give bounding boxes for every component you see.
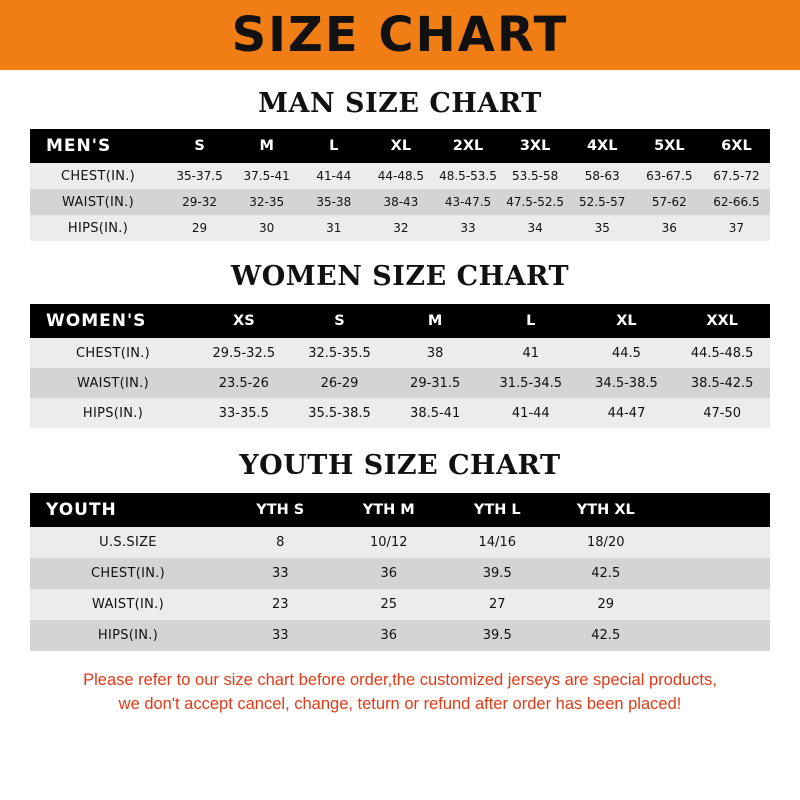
cell: 33 [271, 628, 289, 643]
table-row [30, 527, 770, 558]
cell: 67.5-72 [713, 169, 760, 183]
cell: 43-47.5 [444, 195, 492, 209]
cell: 35-37.5 [176, 169, 223, 183]
header-banner [0, 0, 800, 70]
header-corner-men: MEN'S [46, 136, 112, 156]
cell: 29.5-32.5 [212, 345, 276, 361]
table-header-row [30, 304, 770, 338]
header-corner-women: WOMEN'S [46, 311, 147, 331]
cell: 23 [271, 597, 289, 612]
table-row [30, 215, 770, 241]
cell: 8 [276, 535, 285, 550]
row-label-chest: CHEST(IN.) [75, 345, 151, 361]
footer-line-2: we don't accept cancel, change, teturn or refund after order has been placed! [118, 694, 682, 713]
cell: 35 [594, 221, 610, 235]
header-col-s: S [334, 313, 345, 329]
cell: 31.5-34.5 [499, 375, 563, 391]
header-col-4xl: 4XL [586, 138, 618, 154]
header-col-xxl: XXL [706, 313, 738, 329]
cell: 26-29 [320, 375, 359, 391]
cell: 35.5-38.5 [308, 405, 371, 421]
header-col-s: S [194, 138, 205, 154]
cell: 32.5-35.5 [308, 345, 371, 361]
section-title-women: WOMEN SIZE CHART [230, 261, 570, 292]
cell: 47-50 [703, 405, 742, 421]
header-col-2xl: 2XL [452, 138, 484, 154]
cell: 38.5-41 [410, 405, 461, 421]
table-man-header [30, 129, 770, 163]
table-row [30, 163, 770, 189]
table-row [30, 189, 770, 215]
cell: 29-32 [182, 195, 217, 209]
header-corner-youth: YOUTH [46, 500, 117, 520]
header-col-xs: XS [233, 313, 255, 329]
table-youth-body [30, 527, 770, 651]
cell: 41-44 [316, 169, 352, 183]
table-women-header [30, 304, 770, 338]
table-row [30, 620, 770, 651]
table-man-size [30, 129, 770, 241]
table-row [30, 338, 770, 368]
cell: 57-62 [651, 195, 687, 209]
cell-spacer [660, 620, 770, 651]
cell: 29-31.5 [410, 375, 461, 391]
cell-spacer [660, 589, 770, 620]
table-row [30, 368, 770, 398]
cell: 25 [380, 597, 398, 612]
header-col-xl: XL [390, 138, 412, 154]
cell: 37 [728, 221, 745, 235]
cell: 62-66.5 [713, 195, 760, 209]
cell: 29 [191, 221, 208, 235]
cell: 34.5-38.5 [595, 375, 658, 391]
header-col-m: M [259, 138, 274, 154]
cell: 18/20 [587, 535, 625, 550]
cell: 42.5 [591, 628, 621, 643]
cell: 38-43 [383, 195, 419, 209]
cell: 58-63 [584, 169, 620, 183]
cell: 32 [393, 221, 409, 235]
row-label-waist: WAIST(IN.) [62, 194, 134, 210]
cell: 41-44 [511, 405, 550, 421]
footer-disclaimer [20, 669, 780, 717]
cell: 44.5-48.5 [690, 345, 754, 361]
cell: 44.5 [611, 345, 641, 361]
cell: 23.5-26 [218, 375, 269, 391]
cell: 33 [271, 566, 289, 581]
row-label-hips: HIPS(IN.) [97, 628, 159, 643]
cell: 33-35.5 [218, 405, 269, 421]
cell: 36 [380, 566, 398, 581]
cell: 38 [426, 345, 444, 361]
header-col-m: M [427, 313, 443, 329]
header-col-3xl: 3XL [519, 138, 551, 154]
cell: 44-48.5 [377, 169, 425, 183]
cell: 38.5-42.5 [690, 375, 754, 391]
cell: 32-35 [249, 195, 285, 209]
cell: 36 [661, 221, 677, 235]
row-label-hips: HIPS(IN.) [67, 220, 129, 236]
table-row [30, 558, 770, 589]
section-title-man: MAN SIZE CHART [258, 88, 542, 119]
cell: 63-67.5 [646, 169, 693, 183]
table-youth-size [30, 493, 770, 651]
cell: 37.5-41 [243, 169, 290, 183]
cell: 48.5-53.5 [439, 169, 497, 183]
cell: 34 [527, 221, 543, 235]
cell: 36 [380, 628, 398, 643]
cell: 33 [460, 221, 476, 235]
header-col-yth-s: YTH S [256, 502, 305, 518]
header-col-6xl: 6XL [721, 138, 752, 154]
page-title: SIZE CHART [231, 7, 569, 63]
header-col-l: L [526, 313, 536, 329]
cell: 39.5 [482, 566, 512, 581]
table-row [30, 589, 770, 620]
row-label-us-size: U.S.SIZE [99, 535, 157, 550]
header-col-xl: XL [616, 313, 637, 329]
table-youth-header [30, 493, 770, 527]
cell: 52.5-57 [579, 195, 626, 209]
cell: 31 [326, 221, 342, 235]
row-label-waist: WAIST(IN.) [77, 375, 149, 391]
cell: 42.5 [591, 566, 621, 581]
row-label-chest: CHEST(IN.) [60, 168, 136, 184]
footer-line-1: Please refer to our size chart before order,the customized jerseys are special products, [83, 671, 717, 689]
table-header-row [30, 129, 770, 163]
header-col-yth-xl: YTH XL [576, 502, 635, 518]
content-area [0, 88, 800, 717]
table-women-size [30, 304, 770, 428]
cell-spacer [660, 527, 770, 558]
row-label-waist: WAIST(IN.) [92, 597, 164, 612]
cell: 35-38 [316, 195, 352, 209]
cell: 39.5 [482, 628, 512, 643]
table-women-body [30, 338, 770, 428]
table-header-row [30, 493, 770, 527]
table-man-body [30, 163, 770, 241]
cell: 30 [259, 221, 275, 235]
cell: 29 [597, 597, 615, 612]
header-col-yth-m: YTH M [362, 502, 415, 518]
section-title-youth: YOUTH SIZE CHART [239, 450, 561, 481]
table-row [30, 398, 770, 428]
row-label-chest: CHEST(IN.) [90, 566, 166, 581]
cell: 41 [522, 345, 540, 361]
cell: 44-47 [607, 405, 646, 421]
cell: 14/16 [478, 535, 516, 550]
cell: 27 [488, 597, 506, 612]
header-col-yth-l: YTH L [473, 502, 521, 518]
row-label-hips: HIPS(IN.) [82, 405, 144, 421]
cell: 10/12 [370, 535, 408, 550]
header-col-l: L [329, 138, 339, 154]
cell-spacer [660, 558, 770, 589]
cell: 47.5-52.5 [506, 195, 564, 209]
cell: 53.5-58 [511, 169, 559, 183]
header-col-5xl: 5XL [654, 138, 685, 154]
header-col-spacer [660, 493, 770, 527]
